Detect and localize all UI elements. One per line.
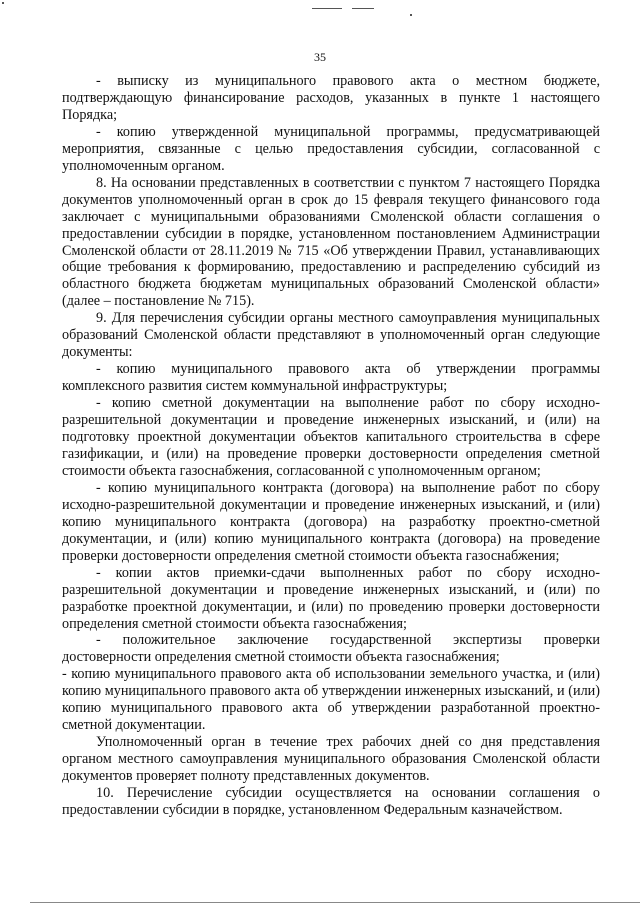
scan-edge-mark <box>30 902 640 903</box>
page-number: 35 <box>314 50 326 64</box>
body-text <box>62 73 600 819</box>
paragraph: - копию сметной документации на выполнение работ по сбору исходно-разрешительной документации и проведение инженерных изысканий, и (или) на подготовку проектной документации объектов капитального строительства в сфере газификации, и (или) на проведение проверки достоверности определения сметной стоимости объекта газоснабжения, согласованной с уполномоченным органом; <box>62 395 600 479</box>
scan-edge-mark <box>410 14 412 16</box>
paragraph: 10. Перечисление субсидии осуществляется на основании соглашения о предоставлении субсидии в порядке, установленном Федеральным казначейством. <box>62 785 600 818</box>
paragraph: - копию муниципального правового акта об утверждении программы комплексного развития систем коммунальной инфраструктуры; <box>62 361 600 395</box>
paragraph: - положительное заключение государственной экспертизы проверки достоверности определения сметной стоимости объекта газоснабжения; <box>62 632 600 666</box>
paragraph: - копию утвержденной муниципальной программы, предусматривающей мероприятия, связанные с целью предоставления субсидии, согласованной с уполномоченным органом. <box>62 123 600 174</box>
paragraph: 8. На основании представленных в соответствии с пунктом 7 настоящего Порядка документов уполномоченный орган в срок до 15 февраля текущего финансового года заключает с муниципальными образованиями Смоленской области соглашения о предоставлении субсидии в порядке, установленном постановлением Администрации Смоленской области от 28.11.2019 № 715 «Об утверждении Правил, устанавливающих общие требования к формированию, предоставлению и распределению субсидий из областного бюджета бюджетам муниципальных образований Смоленской области» (далее – постановление № 715). <box>62 174 600 310</box>
paragraph: - копию муниципального правового акта об использовании земельного участка, и (или) копию муниципального правового акта об утверждении инженерных изысканий, и (или) копию муниципального правового акта об утверждении разработанной проектно-сметной документации. <box>62 666 600 734</box>
scan-edge-mark <box>352 8 374 9</box>
paragraph: 9. Для перечисления субсидии органы местного самоуправления муниципальных образований Смоленской области представляют в уполномоченный орган следующие документы: <box>62 310 600 361</box>
paragraph: Уполномоченный орган в течение трех рабочих дней со дня представления органом местного самоуправления муниципального образования Смоленской области документов проверяет полноту представленных документов. <box>62 734 600 785</box>
paragraph: - выписку из муниципального правового акта о местном бюджете, подтверждающую финансирование расходов, указанных в пункте 1 настоящего Порядка; <box>62 73 600 123</box>
paragraph: - копии актов приемки-сдачи выполненных работ по сбору исходно-разрешительной документации и проведение инженерных изысканий, и (или) по разработке проектной документации, и (или) по проведению проверки достоверности определения сметной стоимости объекта газоснабжения; <box>62 564 600 632</box>
scan-edge-mark <box>312 8 342 9</box>
scan-edge-mark <box>2 2 4 4</box>
paragraph: - копию муниципального контракта (договора) на выполнение работ по сбору исходно-разрешительной документации и проведение инженерных изысканий, и (или) копию муниципального контракта (договора) на разработку проектно-сметной документации, и (или) копию муниципального контракта (договора) на проведение проверки достоверности определения сметной стоимости объекта газоснабжения; <box>62 479 600 564</box>
